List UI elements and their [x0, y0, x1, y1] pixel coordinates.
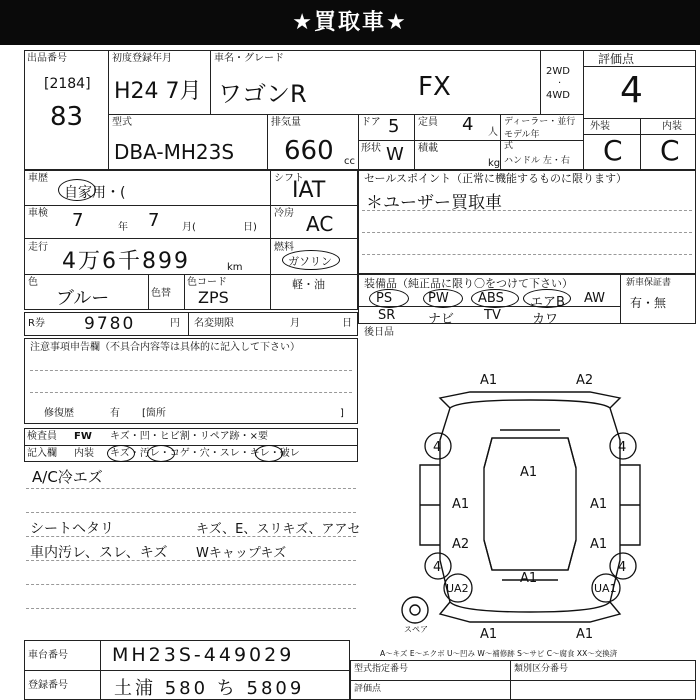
equipment-label: 装備品（純正品に限り〇をつけて下さい）	[364, 277, 573, 290]
cooling-label: 冷房	[274, 208, 294, 219]
lot-number: [2184]	[44, 76, 91, 92]
diag-label-8: A1	[590, 537, 608, 552]
diag-label-6: A1	[590, 497, 608, 512]
fuel-diesel: 軽・油	[292, 278, 325, 291]
marks-row2: キズ・汚レ・コゲ・穴・スレ・キレ・破レ	[110, 448, 300, 459]
inspector-value: FW	[74, 431, 92, 442]
equip-ps: PS	[376, 291, 393, 306]
model-label: 型式	[112, 117, 132, 128]
diag-label-7: A2	[452, 537, 470, 552]
int-label: 内装	[662, 121, 682, 132]
inspection-year: 7	[72, 210, 84, 231]
drive-2wd: 2WD	[546, 66, 570, 77]
equip-pw: PW	[428, 291, 449, 306]
page-banner: ★買取車★	[0, 0, 700, 45]
ext-value: C	[603, 134, 623, 167]
lot-label: 出品番号	[27, 53, 67, 64]
diag-label-13: A1	[520, 571, 538, 586]
diagram-legend: A～キズ E～エクボ U～凹み W～補修跡 S～サビ C～腐食 XX～交換済	[380, 649, 618, 658]
diag-label-3: 4	[433, 440, 442, 455]
handle-label: ハンドル 左・右	[504, 156, 570, 166]
repair-label: 修復歴	[44, 408, 74, 419]
displacement-value: 660	[284, 136, 334, 166]
remark-right-1: キズ、E、スリキズ、アアセ	[196, 522, 361, 537]
sales-point-box	[358, 170, 696, 274]
displacement-label: 排気量	[271, 117, 301, 128]
inspection-label: 車検	[28, 208, 48, 219]
registration-value: 土浦 580 ち 5809	[114, 678, 305, 699]
score-label: 評価点	[598, 52, 635, 66]
mileage-unit: km	[227, 262, 243, 273]
color-value: ブルー	[56, 288, 110, 309]
drive-4wd: 4WD	[546, 90, 570, 101]
rating-label: 評価点	[354, 684, 382, 694]
displacement-unit: cc	[344, 156, 355, 167]
class-label: 類別区分番号	[514, 664, 569, 674]
dealer-label: ディーラー・並行	[504, 117, 576, 127]
fuel-label: 燃料	[274, 242, 294, 253]
remark-line-3: 車内汚レ、スレ、キズ	[30, 545, 168, 561]
mileage-label: 走行	[28, 242, 48, 253]
name-label: 車名・グレード	[214, 53, 284, 64]
color-code-value: ZPS	[198, 288, 229, 307]
int-value: C	[660, 134, 680, 167]
ext-label: 外装	[590, 121, 610, 132]
car-damage-diagram	[380, 370, 680, 642]
fuel-gasoline: ガソリン	[288, 255, 332, 268]
shape-label: 形状	[361, 143, 381, 154]
remark-line-2: シートヘタリ	[30, 521, 114, 537]
diag-label-15: A1	[480, 627, 498, 642]
chassis-label: 車台番号	[28, 650, 68, 661]
recycle-label: R券	[28, 318, 45, 329]
score-value: 4	[620, 70, 643, 111]
equip-tv: TV	[484, 308, 501, 323]
shift-value: IAT	[292, 178, 326, 203]
color-code-label: 色コード	[187, 277, 227, 288]
capacity-value: 4	[462, 114, 474, 135]
specified-label: 型式指定番号	[354, 664, 409, 674]
remark-line-1: A/C冷エズ	[32, 468, 103, 486]
sales-point-label: セールスポイント（正常に機能するものに限ります）	[364, 172, 628, 185]
equip-airbag: エアB	[530, 295, 565, 310]
registration-label: 登録番号	[28, 680, 68, 691]
warranty-value: 有・無	[630, 296, 667, 310]
first-reg-value: H24 7月	[114, 79, 202, 104]
diag-label-9: A1	[520, 465, 538, 480]
equip-sr: SR	[378, 308, 396, 323]
cooling-value: AC	[306, 212, 334, 236]
model-year-label: モデル年式	[504, 130, 540, 151]
equip-leather: カワ	[532, 312, 559, 327]
diag-label-14: UA1	[594, 582, 617, 595]
recycle-row	[24, 312, 358, 336]
door-value: 5	[388, 116, 400, 137]
equip-abs: ABS	[478, 291, 504, 306]
load-unit: kg	[488, 158, 501, 169]
diag-label-11: 4	[618, 560, 627, 575]
warranty-label: 新車保証書	[626, 278, 672, 288]
diag-label-16: A1	[576, 627, 594, 642]
equip-navi: ナビ	[428, 312, 455, 327]
diag-label-10: 4	[433, 560, 442, 575]
first-reg-label: 初度登録年月	[112, 53, 172, 64]
name-change-label: 名変期限	[194, 318, 234, 329]
shift-label: シフト	[274, 173, 304, 184]
model-value: DBA-MH23S	[114, 140, 235, 164]
equip-aw: AW	[584, 291, 606, 306]
color-change-label: 色替	[151, 288, 171, 299]
history-label: 車歴	[28, 173, 48, 184]
capacity-unit: 人	[488, 127, 498, 138]
car-name: ワゴンR	[218, 80, 307, 108]
sales-point-value: ＊ユーザー買取車	[366, 193, 502, 213]
grade: FX	[418, 72, 451, 102]
inspection-month: 7	[148, 210, 160, 231]
fill-label: 記入欄	[27, 448, 57, 459]
inspector-label: 検査員	[27, 431, 57, 442]
load-label: 積載	[418, 143, 438, 154]
spare-label: スペア	[404, 625, 428, 634]
capacity-label: 定員	[418, 117, 438, 128]
diag-label-2: A2	[576, 373, 594, 388]
diag-label-1: A1	[480, 373, 498, 388]
history-value: 自家用・(	[64, 185, 126, 201]
diag-label-4: 4	[618, 440, 627, 455]
color-label: 色	[28, 277, 38, 288]
repair-count: [箇所	[142, 408, 166, 419]
diag-label-5: A1	[452, 497, 470, 512]
remark-right-2: Wキャップキズ	[196, 546, 287, 561]
mileage-value: 4万6千899	[62, 249, 190, 274]
lot-number-big: 83	[50, 102, 84, 132]
recycle-value: 9780	[84, 314, 136, 334]
chassis-value: MH23S-449029	[112, 644, 295, 666]
repair-value: 有	[110, 408, 120, 419]
diag-label-12: UA2	[446, 582, 469, 595]
inside-label: 内装	[74, 448, 94, 459]
after-install-label: 後日品	[364, 327, 394, 338]
marks-row1: キズ・凹・ヒビ割・リペア跡・×要	[110, 431, 268, 442]
door-label: ドア	[361, 117, 381, 128]
notes-label: 注意事項申告欄（不具合内容等は具体的に記入して下さい）	[30, 342, 300, 353]
shape-value: W	[386, 144, 404, 165]
